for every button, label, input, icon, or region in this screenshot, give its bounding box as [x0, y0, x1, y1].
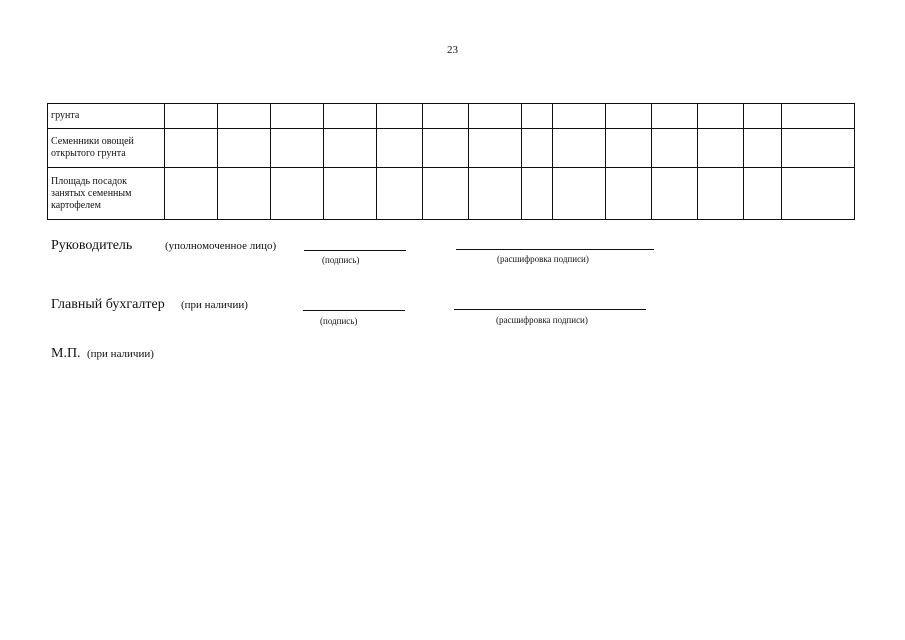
table-cell: [698, 104, 744, 129]
table-cell: [423, 129, 469, 168]
table-cell: [606, 129, 652, 168]
accountant-title: Главный бухгалтер: [51, 297, 165, 312]
head-title: Руководитель: [51, 238, 133, 253]
table-cell: [218, 104, 271, 129]
table-cell: [782, 168, 855, 220]
table-cell: [522, 168, 553, 220]
row-label-soil: грунта: [48, 104, 165, 129]
table-cell: [652, 129, 698, 168]
head-decoding-line[interactable]: [456, 249, 654, 250]
table-cell: [165, 129, 218, 168]
table-cell: [652, 104, 698, 129]
table-cell: [377, 129, 423, 168]
table-row: [48, 104, 855, 129]
row-label-potato-area: Площадь посадок занятых семенным картофелем: [48, 168, 165, 220]
table-cell: [744, 168, 782, 220]
table-row: [48, 129, 855, 168]
head-signature-caption: (подпись): [322, 255, 360, 265]
table-cell: [469, 168, 522, 220]
table-cell: [744, 104, 782, 129]
page-number: 23: [447, 44, 458, 56]
head-decoding-caption: (расшифровка подписи): [497, 254, 589, 264]
table-cell: [469, 129, 522, 168]
seal-qualifier: (при наличии): [87, 348, 154, 360]
table-cell: [698, 168, 744, 220]
table-cell: [271, 129, 324, 168]
table-cell: [165, 168, 218, 220]
table-cell: [782, 104, 855, 129]
table-cell: [165, 104, 218, 129]
table-cell: [522, 129, 553, 168]
table-cell: [324, 104, 377, 129]
table-cell: [606, 168, 652, 220]
seal-title: М.П.: [51, 346, 81, 361]
accountant-decoding-caption: (расшифровка подписи): [496, 315, 588, 325]
table-cell: [218, 168, 271, 220]
table-cell: [744, 129, 782, 168]
table-cell: [553, 168, 606, 220]
table-cell: [522, 104, 553, 129]
table-cell: [698, 129, 744, 168]
table-cell: [377, 168, 423, 220]
table-cell: [469, 104, 522, 129]
accountant-signature-line[interactable]: [303, 310, 405, 311]
table-row: [48, 168, 855, 220]
table-cell: [423, 168, 469, 220]
row-label-vegetable-seeds: Семенники овощей открытого грунта: [48, 129, 165, 168]
table-cell: [553, 129, 606, 168]
accountant-decoding-line[interactable]: [454, 309, 646, 310]
table-cell: [553, 104, 606, 129]
accountant-signature-caption: (подпись): [320, 316, 358, 326]
report-table: [47, 103, 855, 220]
head-qualifier: (уполномоченное лицо): [165, 240, 277, 252]
table-cell: [271, 168, 324, 220]
table-cell: [218, 129, 271, 168]
table-cell: [782, 129, 855, 168]
accountant-qualifier: (при наличии): [181, 299, 248, 311]
table-cell: [423, 104, 469, 129]
table-cell: [606, 104, 652, 129]
table-cell: [324, 129, 377, 168]
head-signature-line[interactable]: [304, 250, 406, 251]
table-cell: [324, 168, 377, 220]
table-cell: [652, 168, 698, 220]
table-cell: [271, 104, 324, 129]
table-cell: [377, 104, 423, 129]
